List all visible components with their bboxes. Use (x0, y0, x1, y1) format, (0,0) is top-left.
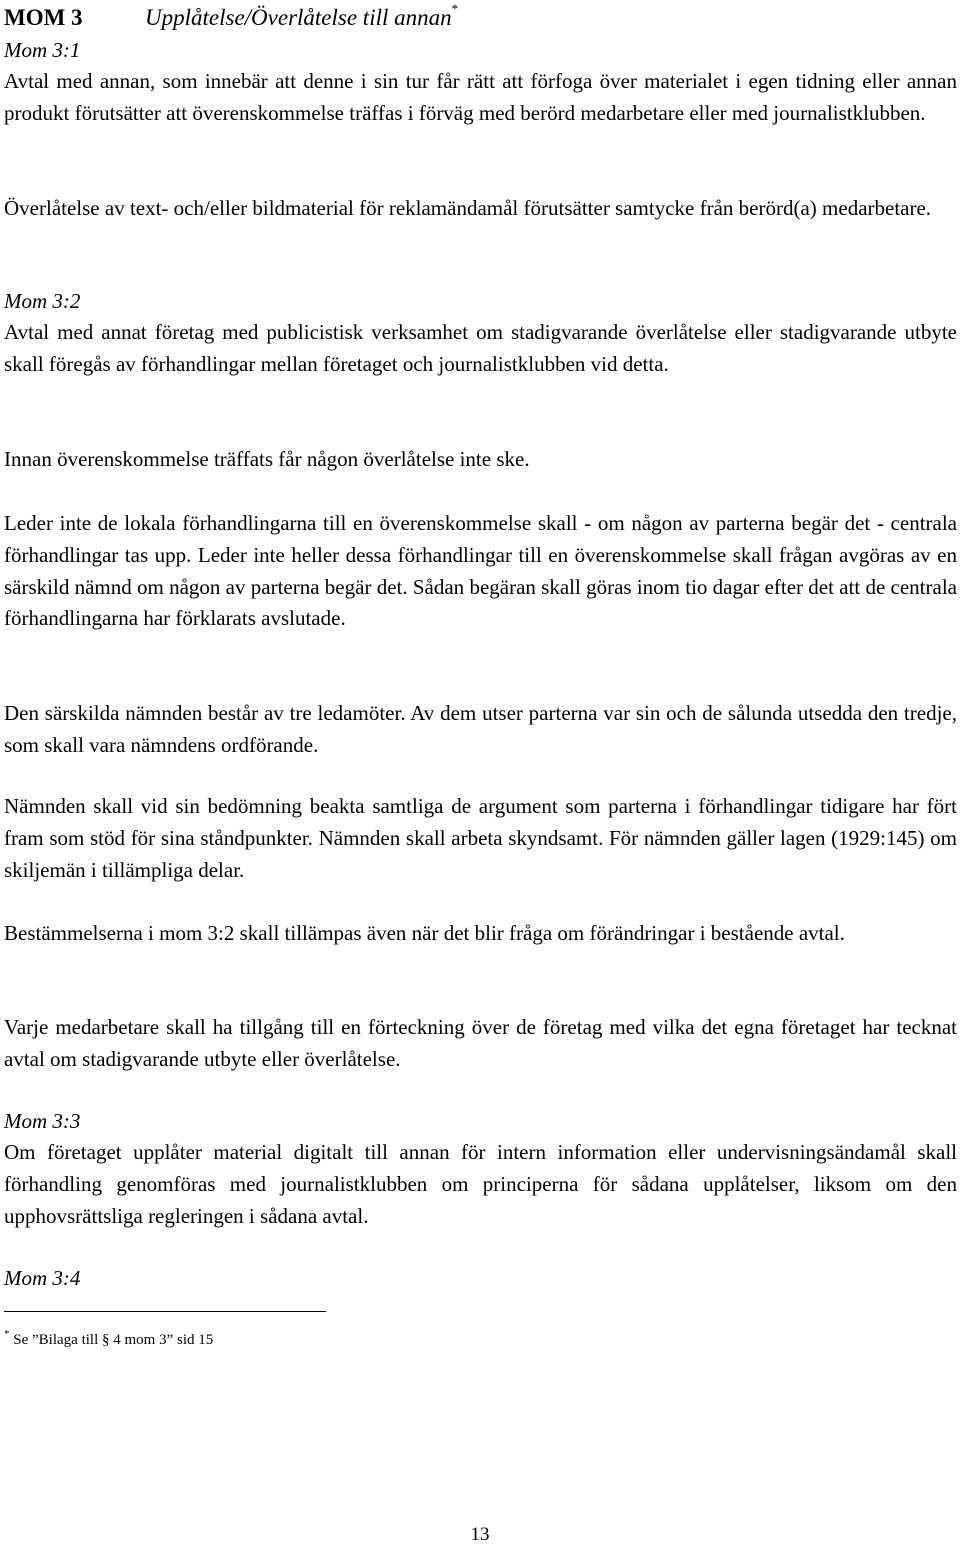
paragraph-mom-3-3-a: Om företaget upplåter material digitalt till annan för intern information eller undervisningsändamål skall förhandling genomföras med journalistklubben om principerna för sådana upplåtelser, liksom om den upphovsrättsliga regleringen i sådana avtal. (4, 1140, 957, 1228)
heading-mom-3-2: Mom 3:2 (4, 289, 81, 313)
page-number: 13 (470, 1524, 490, 1545)
section-sign: § (101, 1332, 110, 1348)
paragraph-mom-3-2-d: Den särskilda nämnden består av tre ledamöter. Av dem utser parterna var sin och de sålunda utsedda den tredje, som skall vara nämndens ordförande. (4, 701, 957, 757)
paragraph-mom-3-2-f: Bestämmelserna i mom 3:2 skall tillämpas även när det blir fråga om förändringar i bestående avtal. (4, 921, 845, 945)
paragraph-mom-3-2-c: Leder inte de lokala förhandlingarna till en överenskommelse skall - om någon av parterna begär det - centrala förhandlingar tas upp. Leder inte heller dessa förhandlingar till en överenskommelse skall frågan avgöras av en särskild nämnd om någon av parterna begär det. Sådan begäran skall göras inom tio dagar efter det att de centrala förhandlingarna har förklarats avslutade. (4, 511, 957, 631)
section-number: MOM 3 (4, 5, 83, 30)
paragraph-mom-3-1-b: Överlåtelse av text- och/eller bildmaterial för reklamändamål förutsätter samtycke från berörd(a) medarbetare. (4, 196, 932, 220)
paragraph-mom-3-1-a: Avtal med annan, som innebär att denne i sin tur får rätt att förfoga över materialet i egen tidning eller annan produkt förutsätter att överenskommelse träffas i förväg med berörd medarbetare eller med journalistklubben. (4, 69, 957, 125)
footnote-separator (4, 1311, 326, 1312)
paragraph-mom-3-2-a: Avtal med annat företag med publicistisk verksamhet om stadigvarande överlåtelse eller stadigvarande utbyte skall föregås av förhandlingar mellan företaget och journalistklubben vid detta. (4, 320, 957, 376)
heading-mom-3-3: Mom 3:3 (4, 1109, 81, 1133)
footnote-text-start: Se ”Bilaga till (13, 1332, 99, 1348)
section-subject (145, 1, 459, 30)
section-subject-text: Upplåtelse/Överlåtelse till annan (145, 5, 452, 30)
footnote-marker: * (4, 1328, 10, 1340)
paragraph-mom-3-2-b: Innan överenskommelse träffats får någon överlåtelse inte ske. (4, 447, 530, 471)
footnote-reference: * (451, 1, 459, 16)
section-title (4, 2, 458, 34)
heading-mom-3-1: Mom 3:1 (4, 38, 81, 62)
paragraph-mom-3-2-e: Nämnden skall vid sin bedömning beakta samtliga de argument som parterna i förhandlingar tidigare har fört fram som stöd för sina ståndpunkter. Nämnden skall arbeta skyndsamt. För nämnden gäller lagen (1929:145) om skiljemän i tillämpliga delar. (4, 794, 957, 882)
heading-mom-3-4: Mom 3:4 (4, 1266, 81, 1290)
footnote (4, 1329, 213, 1351)
paragraph-mom-3-2-g: Varje medarbetare skall ha tillgång till en förteckning över de företag med vilka det egna företaget har tecknat avtal om stadigvarande utbyte eller överlåtelse. (4, 1015, 957, 1071)
footnote-text-end: 4 mom 3” sid 15 (113, 1332, 214, 1348)
